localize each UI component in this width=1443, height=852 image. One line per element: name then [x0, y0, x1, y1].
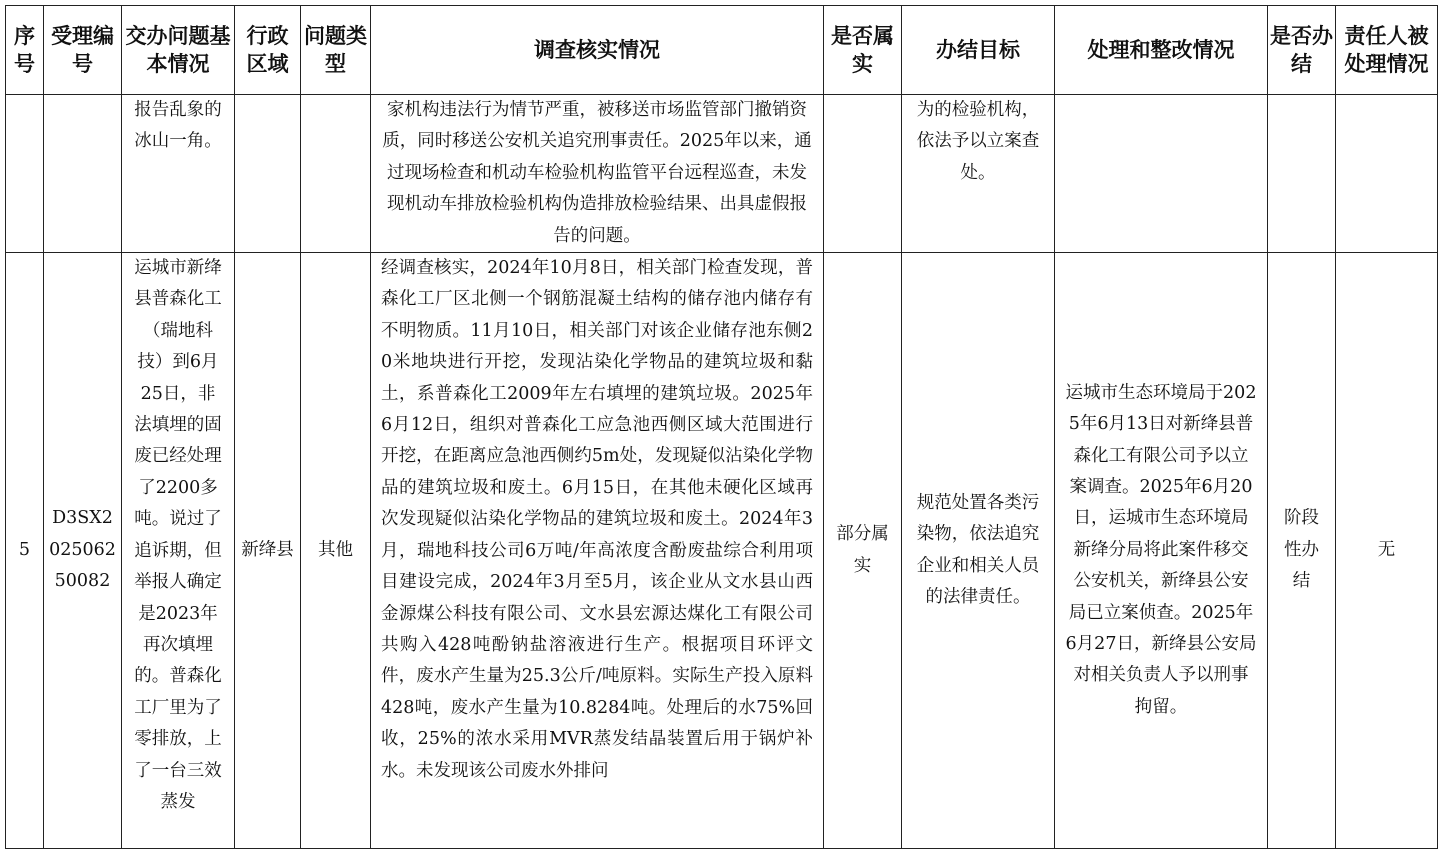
cell-type: 其他	[301, 253, 371, 849]
header-problem: 交办问题基本情况	[122, 6, 235, 95]
cell-investigation: 家机构违法行为情节严重，被移送市场监管部门撤销资质，同时移送公安机关追究刑事责任。2025年以来，通过现场检查和机动车检验机构监管平台远程巡查，未发现机动车排放检验机构伪造排放检验结果、出具虚假报告的问题。	[371, 95, 824, 253]
cell-accountability	[1336, 95, 1438, 253]
cell-accountability: 无	[1336, 253, 1438, 849]
case-table	[5, 5, 1438, 849]
cell-is-true: 部分属实	[824, 253, 902, 849]
cell-case-no	[44, 95, 122, 253]
table-row	[6, 95, 1438, 253]
cell-target: 为的检验机构，依法予以立案查处。	[902, 95, 1055, 253]
cell-problem: 报告乱象的冰山一角。	[122, 95, 235, 253]
cell-problem: 运城市新绛县普森化工（瑞地科技）到6月25日，非法填埋的固废已经处理了2200多吨。说过了追诉期，但举报人确定是2023年再次填埋的。普森化工厂里为了零排放，上了一台三效蒸发	[122, 253, 235, 849]
cell-index: 5	[6, 253, 44, 849]
cell-is-closed: 阶段性办结	[1268, 253, 1336, 849]
cell-target: 规范处置各类污染物，依法追究企业和相关人员的法律责任。	[902, 253, 1055, 849]
header-row	[6, 6, 1438, 95]
header-case-no: 受理编号	[44, 6, 122, 95]
cell-region: 新绛县	[235, 253, 301, 849]
header-handling: 处理和整改情况	[1055, 6, 1268, 95]
header-is-true: 是否属实	[824, 6, 902, 95]
cell-index	[6, 95, 44, 253]
cell-is-true	[824, 95, 902, 253]
header-region: 行政区域	[235, 6, 301, 95]
cell-handling	[1055, 95, 1268, 253]
table-row	[6, 253, 1438, 849]
header-index: 序号	[6, 6, 44, 95]
header-investigation: 调查核实情况	[371, 6, 824, 95]
header-target: 办结目标	[902, 6, 1055, 95]
header-is-closed: 是否办结	[1268, 6, 1336, 95]
cell-investigation: 经调查核实，2024年10月8日，相关部门检查发现，普森化工厂区北侧一个钢筋混凝土结构的储存池内储存有不明物质。11月10日，相关部门对该企业储存池东侧20米地块进行开挖，发现沾染化学物品的建筑垃圾和黏土，系普森化工2009年左右填埋的建筑垃圾。2025年6月12日，组织对普森化工应急池西侧区域大范围进行开挖，在距离应急池西侧约5m处，发现疑似沾染化学物品的建筑垃圾和废土。6月15日，在其他未硬化区域再次发现疑似沾染化学物品的建筑垃圾和废土。2024年3月，瑞地科技公司6万吨/年高浓度含酚废盐综合利用项目建设完成，2024年3月至5月，该企业从文水县山西金源煤公科技有限公司、文水县宏源达煤化工有限公司共购入428吨酚钠盐溶液进行生产。根据项目环评文件，废水产生量为25.3公斤/吨原料。实际生产投入原料428吨，废水产生量为10.8284吨。处理后的水75%回收，25%的浓水采用MVR蒸发结晶装置后用于锅炉补水。未发现该公司废水外排问	[371, 253, 824, 849]
header-type: 问题类型	[301, 6, 371, 95]
cell-case-no: D3SX202506250082	[44, 253, 122, 849]
cell-type	[301, 95, 371, 253]
header-accountability: 责任人被处理情况	[1336, 6, 1438, 95]
cell-handling: 运城市生态环境局于2025年6月13日对新绛县普森化工有限公司予以立案调查。2025年6月20日，运城市生态环境局新绛分局将此案件移交公安机关，新绛县公安局已立案侦查。2025年6月27日，新绛县公安局对相关负责人予以刑事拘留。	[1055, 253, 1268, 849]
cell-region	[235, 95, 301, 253]
cell-is-closed	[1268, 95, 1336, 253]
